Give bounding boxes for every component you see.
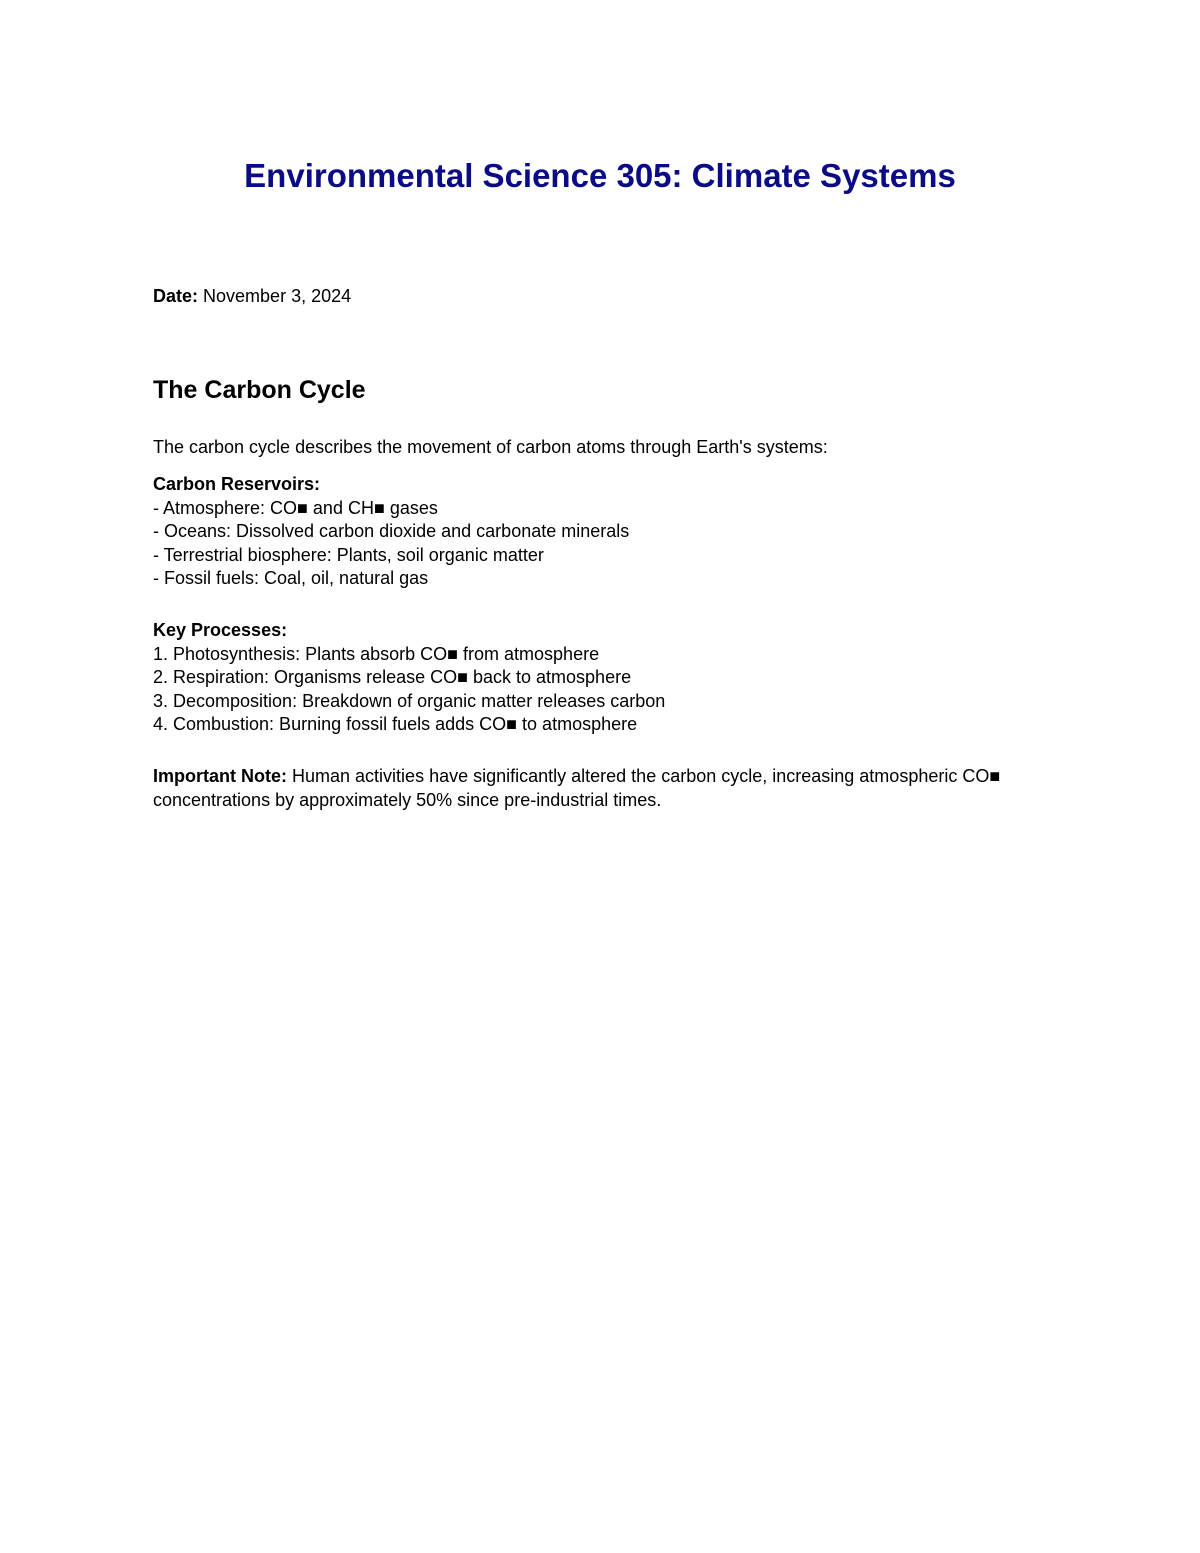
key-processes-label: Key Processes: [153, 620, 288, 640]
list-item: - Fossil fuels: Coal, oil, natural gas [153, 568, 429, 588]
list-item: 2. Respiration: Organisms release CO■ back to atmosphere [153, 667, 632, 687]
list-item: - Atmosphere: CO■ and CH■ gases [153, 497, 438, 518]
list-item: 1. Photosynthesis: Plants absorb CO■ from atmosphere [153, 643, 600, 664]
key-processes-list [153, 619, 665, 737]
list-item: - Oceans: Dissolved carbon dioxide and carbonate minerals [153, 521, 630, 541]
date-label: Date: [153, 286, 199, 306]
date-value: November 3, 2024 [203, 286, 352, 306]
carbon-reservoirs-list [153, 473, 629, 591]
section-heading: The Carbon Cycle [153, 376, 366, 404]
intro-paragraph: The carbon cycle describes the movement of carbon atoms through Earth's systems: [153, 437, 828, 457]
date-line [153, 284, 351, 308]
important-note-text: Human activities have significantly altered the carbon cycle, increasing atmospheric CO■ concentrations by approximately 50% since pre-industrial times. [153, 766, 1001, 810]
list-item: 3. Decomposition: Breakdown of organic matter releases carbon [153, 690, 666, 711]
document-title: Environmental Science 305: Climate Systems [244, 157, 956, 194]
carbon-reservoirs-label: Carbon Reservoirs: [153, 474, 321, 494]
important-note-label: Important Note: [153, 766, 287, 786]
list-item: 4. Combustion: Burning fossil fuels adds CO■ to atmosphere [153, 714, 638, 734]
important-note [153, 764, 1053, 812]
list-item: - Terrestrial biosphere: Plants, soil organic matter [153, 544, 544, 565]
